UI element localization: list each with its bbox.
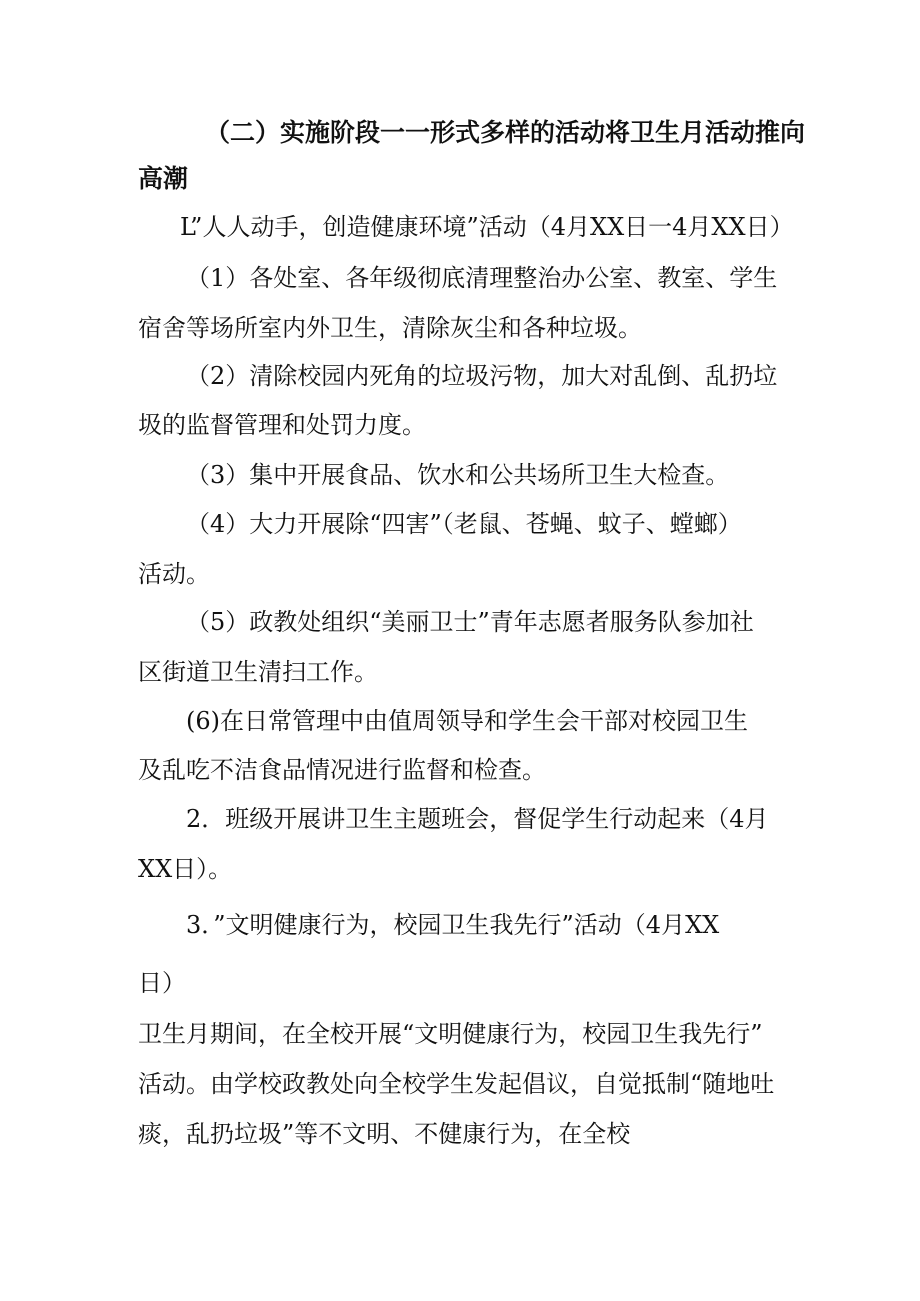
item-3-line-2: 日） <box>138 969 186 997</box>
sub-item-5-line-1: （5）政教处组织“美丽卫士”青年志愿者服务队参加社 <box>186 608 754 636</box>
body-paragraph-line-3: 痰，乱扔垃圾”等不文明、不健康行为，在全校 <box>138 1120 631 1148</box>
section-heading-line-1: （二）实施阶段一一形式多样的活动将卫生月活动推向 <box>205 118 806 147</box>
body-paragraph-line-2: 活动。由学校政教处向全校学生发起倡议，自觉抵制“随地吐 <box>138 1070 775 1098</box>
sub-item-4-line-2: 活动。 <box>138 560 210 588</box>
sub-item-2-line-2: 圾的监督管理和处罚力度。 <box>138 411 426 439</box>
sub-item-6-line-1: (6)在日常管理中由值周领导和学生会干部对校园卫生 <box>186 707 748 735</box>
item-1-title: L”人人动手，创造健康环境”活动（4月XX日一4月XX日） <box>180 213 794 241</box>
sub-item-2-line-1: （2）清除校园内死角的垃圾污物，加大对乱倒、乱扔垃 <box>186 362 778 390</box>
item-3-line-1: 3．”文明健康行为，校园卫生我先行”活动（4月XX <box>186 911 720 939</box>
body-paragraph-line-1: 卫生月期间，在全校开展“文明健康行为，校园卫生我先行” <box>138 1020 763 1048</box>
item-2-line-1: 2．班级开展讲卫生主题班会，督促学生行动起来（4月 <box>186 805 769 833</box>
sub-item-4-line-1: （4）大力开展除“四害”（老鼠、苍蝇、蚊子、螳螂） <box>186 510 742 538</box>
section-heading-line-2: 高潮 <box>138 164 189 193</box>
sub-item-5-line-2: 区街道卫生清扫工作。 <box>138 658 378 686</box>
sub-item-1-line-2: 宿舍等场所室内外卫生，清除灰尘和各种垃圾。 <box>138 314 642 342</box>
sub-item-3-line-1: （3）集中开展食品、饮水和公共场所卫生大检查。 <box>186 461 730 489</box>
item-2-line-2: XX日）。 <box>138 855 233 883</box>
sub-item-6-line-2: 及乱吃不洁食品情况进行监督和检查。 <box>138 756 546 784</box>
sub-item-1-line-1: （1）各处室、各年级彻底清理整治办公室、教室、学生 <box>186 264 778 292</box>
